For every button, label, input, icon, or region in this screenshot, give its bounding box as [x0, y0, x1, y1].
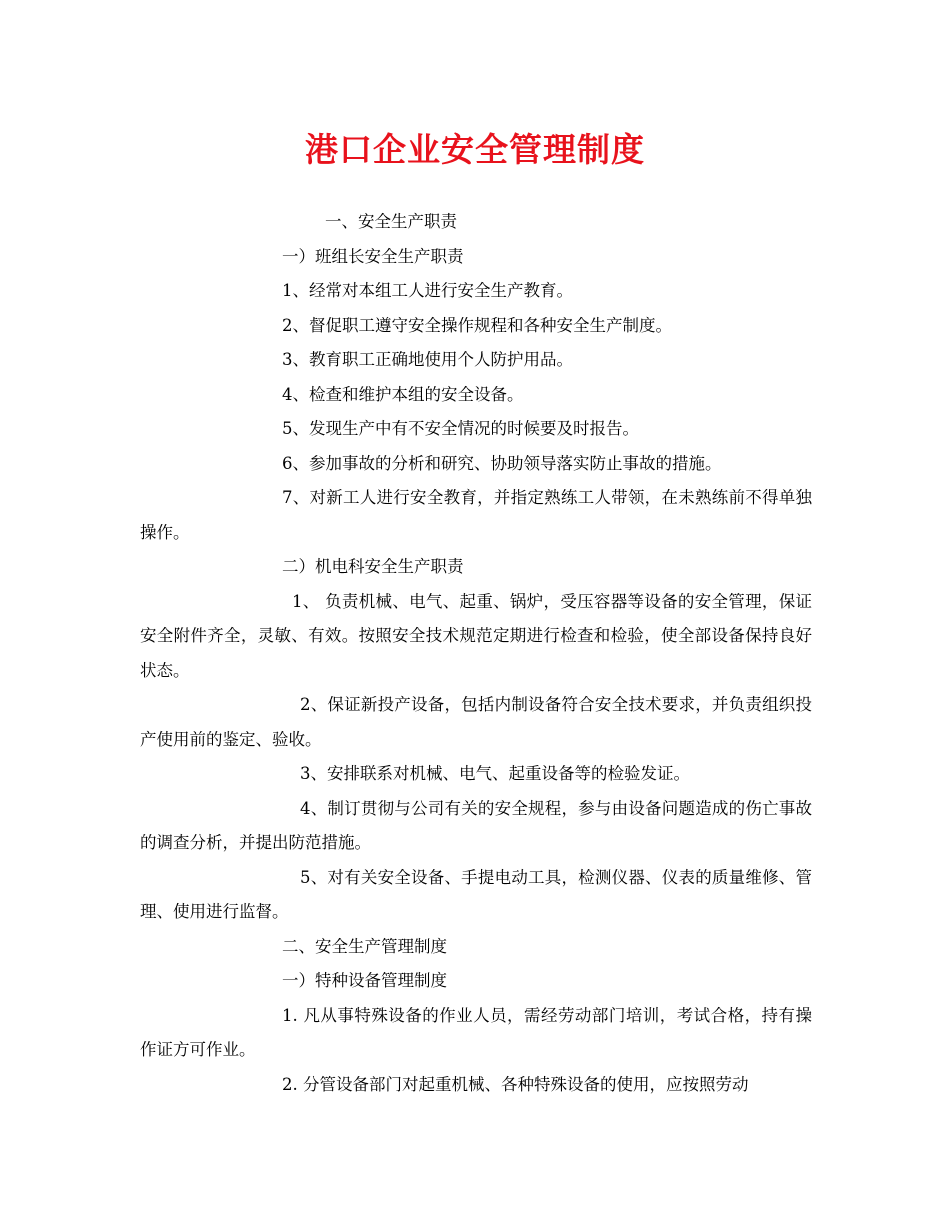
list-item: 1、 负责机械、电气、起重、锅炉，受压容器等设备的安全管理，保证安全附件齐全，灵敏、有效。按照安全技术规范定期进行检查和检验，使全部设备保持良好状态。 [140, 591, 812, 680]
list-item: 3、教育职工正确地使用个人防护用品。 [282, 350, 573, 369]
list-item: 6、参加事故的分析和研究、协助领导落实防止事故的措施。 [282, 453, 722, 473]
list-item: 2. 分管设备部门对起重机械、各种特殊设备的使用，应按照劳动 [282, 1074, 749, 1094]
list-item: 2、督促职工遵守安全操作规程和各种安全生产制度。 [282, 315, 672, 335]
document-body [140, 205, 812, 1102]
subsection-heading: 一）特种设备管理制度 [282, 971, 447, 990]
list-item: 4、检查和维护本组的安全设备。 [282, 384, 524, 404]
list-item: 7、对新工人进行安全教育，并指定熟练工人带领，在未熟练前不得单独操作。 [140, 488, 812, 542]
list-item: 2、保证新投产设备，包括内制设备符合安全技术要求，并负责组织投产使用前的鉴定、验收。 [140, 695, 812, 749]
subsection-heading: 二）机电科安全生产职责 [282, 557, 464, 576]
subsection-heading: 一）班组长安全生产职责 [282, 246, 464, 266]
section-heading: 二、安全生产管理制度 [282, 936, 447, 956]
list-item: 5、发现生产中有不安全情况的时候要及时报告。 [282, 419, 639, 438]
list-item: 4、制订贯彻与公司有关的安全规程，参与由设备问题造成的伤亡事故的调查分析，并提出防范措施。 [140, 798, 812, 852]
list-item: 1. 凡从事特殊设备的作业人员，需经劳动部门培训，考试合格，持有操作证方可作业。 [140, 1005, 812, 1059]
list-item: 3、安排联系对机械、电气、起重设备等的检验发证。 [300, 764, 690, 783]
document-title: 港口企业安全管理制度 [305, 130, 645, 169]
list-item: 5、对有关安全设备、手提电动工具，检测仪器、仪表的质量维修、管理、使用进行监督。 [140, 867, 812, 921]
list-item: 1、经常对本组工人进行安全生产教育。 [282, 281, 573, 300]
section-heading: 一、安全生产职责 [325, 212, 457, 231]
